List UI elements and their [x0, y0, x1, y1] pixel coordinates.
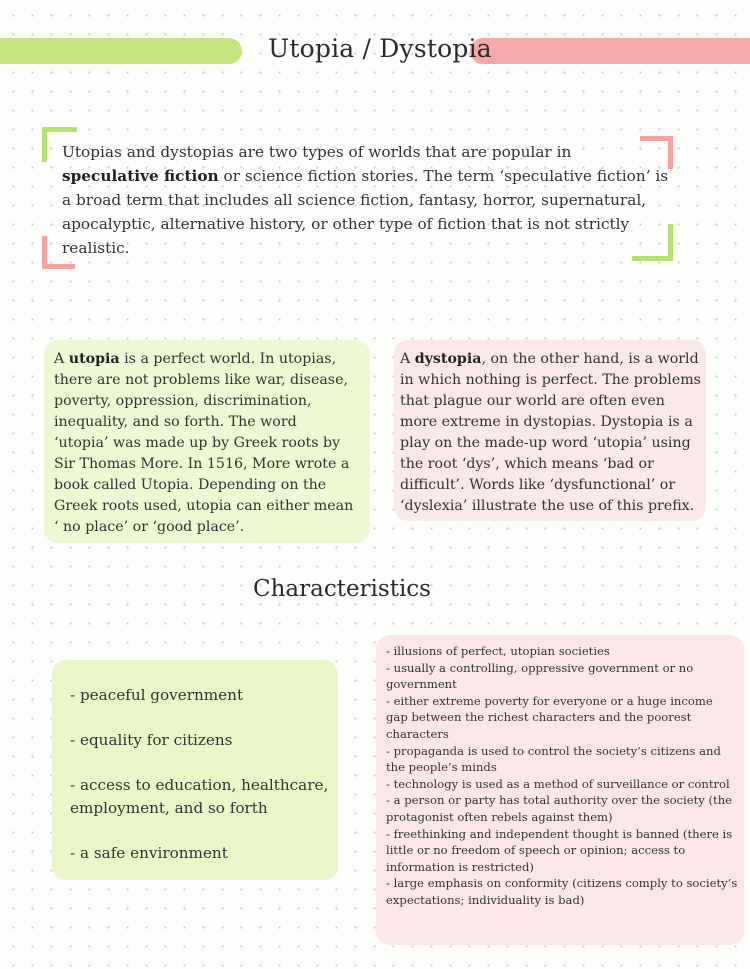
list-item: - either extreme poverty for everyone or a huge income gap between the richest characters and the poorest characters [386, 693, 713, 741]
utopia-term: utopia [68, 351, 120, 367]
intro-bold-term: speculative fiction [62, 167, 219, 185]
intro-text-end: or science fiction stories. The term ‘speculative fiction’ is a broad term that includes all science fiction, fantasy, horror, supernatural, apocalyptic, alternative history, or other type of fiction that is not strictly realistic. [62, 167, 669, 257]
dystopia-definition [400, 349, 704, 517]
intro-text-start: Utopias and dystopias are two types of worlds that are popular in [62, 143, 572, 161]
utopia-text: is a perfect world. In utopias, there are not problems like war, disease, poverty, oppression, discrimination, inequality, and so forth. The word ‘utopia’ was made up by Greek roots by Sir Thomas More. In 1516, More wrote a book called Utopia. Depending on the Greek roots used, utopia can either mean ‘ no place’ or ‘good place’. [54, 351, 354, 535]
list-item: - technology is used as a method of surveillance or control [386, 776, 730, 791]
utopia-definition [54, 349, 354, 538]
list-item: - peaceful government [70, 686, 244, 704]
dystopia-term: dystopia [414, 351, 482, 367]
list-item: - access to education, healthcare, employment, and so forth [70, 776, 329, 817]
utopia-prefix: A [54, 351, 69, 367]
dystopia-characteristics-list [386, 643, 738, 909]
utopia-characteristics-list [70, 684, 338, 887]
list-item: - usually a controlling, oppressive government or no government [386, 660, 694, 692]
list-item: - propaganda is used to control the society’s citizens and the people’s minds [386, 743, 721, 775]
list-item: - illusions of perfect, utopian societies [386, 644, 610, 658]
list-item: - a safe environment [70, 844, 228, 862]
dystopia-prefix: A [400, 351, 415, 367]
list-item: - a person or party has total authority over the society (the protagonist often rebels against them) [386, 793, 733, 824]
list-item: - equality for citizens [70, 731, 233, 749]
list-item: - large emphasis on conformity (citizens comply to society’s expectations; individuality is bad) [386, 876, 738, 907]
intro-paragraph [62, 140, 672, 260]
page-title: Utopia / Dystopia [268, 34, 492, 63]
list-item: - freethinking and independent thought is banned (there is little or no freedom of speech or opinion; access to information is restricted) [386, 826, 733, 874]
characteristics-heading: Characteristics [252, 576, 431, 602]
dystopia-text: , on the other hand, is a world in which nothing is perfect. The problems that plague our world are often even more extreme in dystopias. Dystopia is a play on the made-up word ‘utopia’ using the root ‘dys’, which means ‘bad or difficult’. Words like ‘dysfunctional’ or ‘dyslexia’ illustrate the use of this prefix. [400, 351, 701, 514]
